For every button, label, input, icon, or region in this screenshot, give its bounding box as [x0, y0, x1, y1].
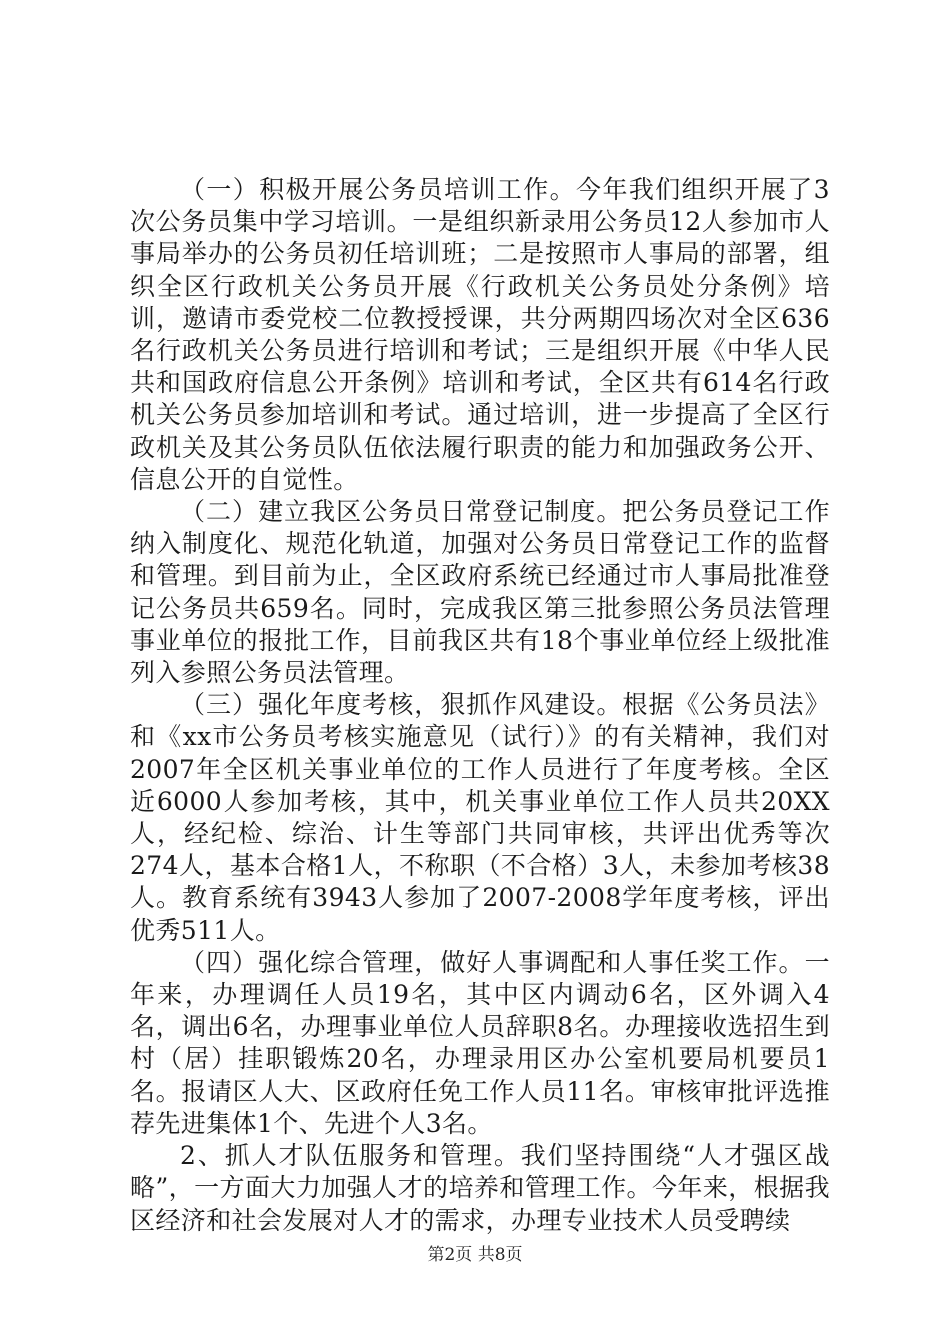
paragraph-training: （一）积极开展公务员培训工作。今年我们组织开展了3次公务员集中学习培训。一是组织新录用公务员12人参加市人事局举办的公务员初任培训班；二是按照市人事局的部署，组织全区行政机关公务员开展《行政机关公务员处分条例》培训，邀请市委党校二位教授授课，共分两期四场次对全区636名行政机关公务员进行培训和考试；三是组织开展《中华人民共和国政府信息公开条例》培训和考试，全区共有614名行政机关公务员参加培训和考试。通过培训，进一步提高了全区行政机关及其公务员队伍依法履行职责的能力和加强政务公开、信息公开的自觉性。 — [130, 175, 830, 494]
paragraph-registration: （二）建立我区公务员日常登记制度。把公务员登记工作纳入制度化、规范化轨道，加强对公务员日常登记工作的监督和管理。到目前为止，全区政府系统已经通过市人事局批准登记公务员共659名。同时，完成我区第三批参照公务员法管理事业单位的报批工作，目前我区共有18个事业单位经上级批准列入参照公务员法管理。 — [130, 497, 830, 688]
paragraph-personnel-management: （四）强化综合管理，做好人事调配和人事任奖工作。一年来，办理调任人员19名，其中区内调动6名，区外调入4名，调出6名，办理事业单位人员辞职8名。办理接收选招生到村（居）挂职锻炼20名，办理录用区办公室机要局机要员1名。报请区人大、区政府任免工作人员11名。审核审批评选推荐先进集体1个、先进个人3名。 — [130, 947, 830, 1138]
document-body — [130, 174, 830, 1237]
paragraph-talent-service: 2、抓人才队伍服务和管理。我们坚持围绕“人才强区战略”，一方面大力加强人才的培养和管理工作。今年来，根据我区经济和社会发展对人才的需求，办理专业技术人员受聘续 — [130, 1141, 830, 1235]
page-footer: 第2页 共8页 — [427, 1245, 523, 1265]
paragraph-assessment: （三）强化年度考核，狠抓作风建设。根据《公务员法》和《xx市公务员考核实施意见（试行）》的有关精神，我们对2007年全区机关事业单位的工作人员进行了年度考核。全区近6000人参加考核，其中，机关事业单位工作人员共20XX人，经纪检、综治、计生等部门共同审核，共评出优秀等次274人，基本合格1人，不称职（不合格）3人，未参加考核38人。教育系统有3943人参加了2007-2008学年度考核，评出优秀511人。 — [130, 690, 830, 945]
